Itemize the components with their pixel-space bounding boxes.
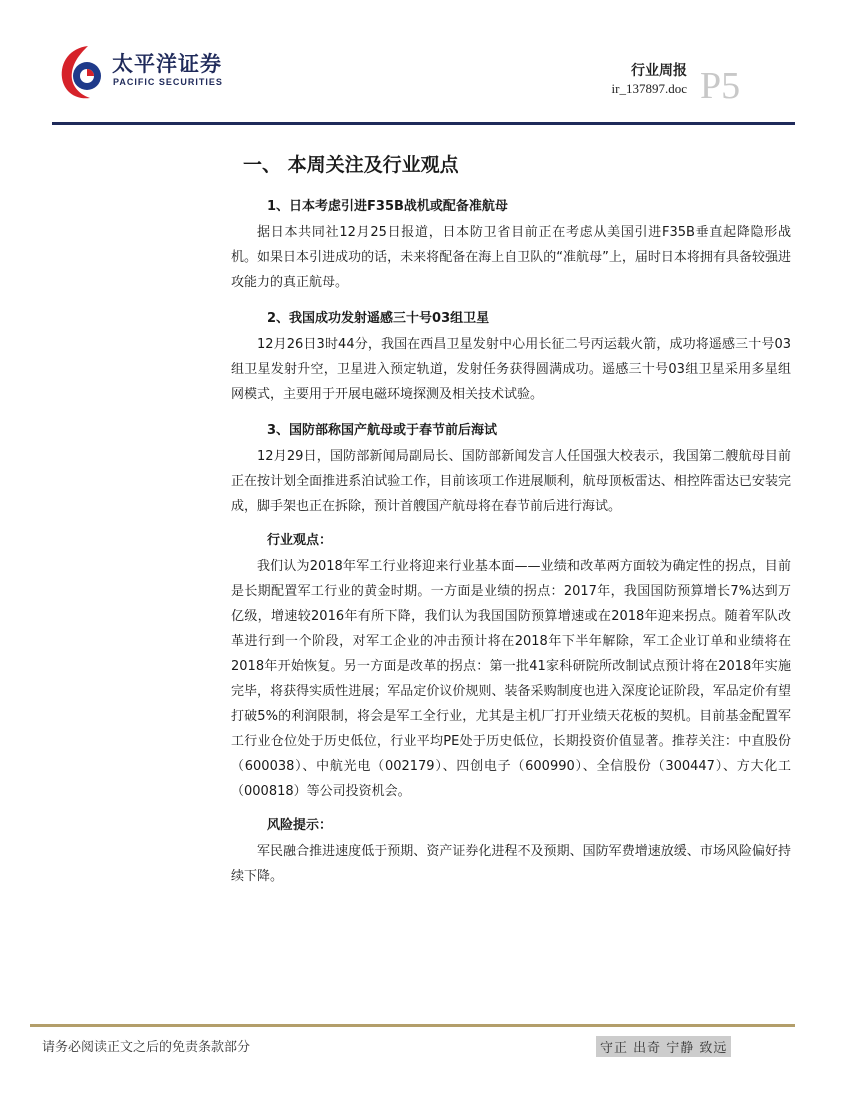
- news-heading: 1、日本考虑引进F35B战机或配备准航母: [267, 199, 508, 214]
- disclaimer-note: 请务必阅读正文之后的免责条款部分: [42, 1040, 251, 1055]
- logo-text-en: PACIFIC SECURITIES: [113, 77, 223, 87]
- news-paragraph: 12月26日3时44分，我国在西昌卫星发射中心用长征二号丙运载火箭，成功将遥感三十号03组卫星发射升空，卫星进入预定轨道，发射任务获得圆满成功。遥感三十号03组卫星采用多星组网模式，主要用于开展电磁环境探测及相关技术试验。: [231, 337, 791, 402]
- section-title: 一、 本周关注及行业观点: [243, 154, 459, 176]
- report-type: 行业周报: [631, 63, 687, 79]
- logo-emblem-icon: [60, 42, 110, 102]
- document-name: ir_137897.doc: [611, 81, 687, 96]
- company-logo: [60, 42, 230, 108]
- logo-text-cn: 太平洋证券: [112, 52, 222, 76]
- risk-paragraph: 军民融合推进速度低于预期、资产证券化进程不及预期、国防军费增速放缓、市场风险偏好持续下降。: [231, 844, 791, 884]
- news-paragraph: 据日本共同社12月25日报道，日本防卫省目前正在考虑从美国引进F35B垂直起降隐形战机。如果日本引进成功的话，未来将配备在海上自卫队的“准航母”上，届时日本将拥有具备较强进攻能力的真正航母。: [231, 225, 791, 290]
- page-header: [0, 0, 850, 128]
- page-number: P5: [700, 65, 741, 107]
- news-heading: 2、我国成功发射遥感三十号03组卫星: [267, 311, 490, 326]
- risk-label: 风险提示：: [267, 818, 333, 833]
- industry-view-paragraph: 我们认为2018年军工行业将迎来行业基本面——业绩和改革两方面较为确定性的拐点，目前是长期配置军工行业的黄金时期。一方面是业绩的拐点：2017年，我国国防预算增长7%达到万亿级，增速较2016年有所下降，我们认为我国国防预算增速或在2018年迎来拐点。随着军队改革进行到一个阶段，对军工企业的冲击预计将在2018年下半年解除，军工企业订单和业绩将在2018年开始恢复。另一方面是改革的拐点：第一批41家科研院所改制试点预计将在2018年实施完毕，将获得实质性进展；军品定价议价规则、装备采购制度也进入深度论证阶段，军品定价有望打破5%的利润限制，将会是军工全行业，尤其是主机厂打开业绩天花板的契机。目前基金配置军工行业仓位处于历史低位，行业平均PE处于历史低位，长期投资价值显著。推荐关注：中直股份（600038）、中航光电（002179）、四创电子（600990）、全信股份（300447）、方大化工（000818）等公司投资机会。: [231, 559, 791, 799]
- footer-divider: [30, 1024, 795, 1027]
- news-heading: 3、国防部称国产航母或于春节前后海试: [267, 423, 498, 438]
- news-paragraph: 12月29日，国防部新闻局副局长、国防部新闻发言人任国强大校表示，我国第二艘航母目前正在按计划全面推进系泊试验工作，目前该项工作进展顺利，航母顶板雷达、相控阵雷达已安装完成，脚手架也正在拆除，预计首艘国产航母将在春节前后进行海试。: [231, 449, 791, 514]
- main-content: [231, 150, 791, 893]
- company-motto: 守正 出奇 宁静 致远: [596, 1036, 731, 1057]
- header-divider: [52, 122, 795, 125]
- industry-view-label: 行业观点：: [267, 533, 333, 548]
